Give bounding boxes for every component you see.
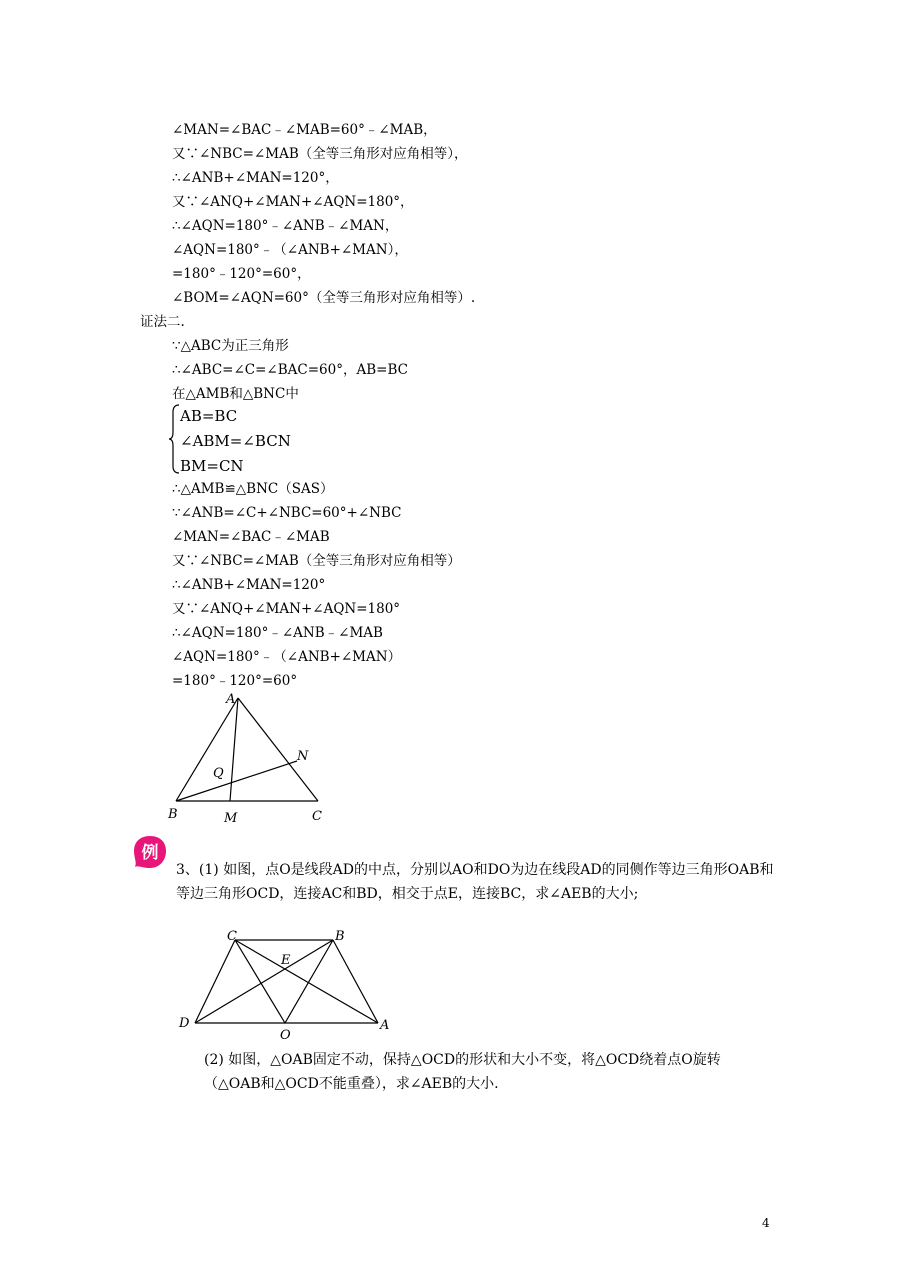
example-part-2	[204, 1048, 774, 1096]
proof2-line-2: ∵∠ANB=∠C+∠NBC=60°+∠NBC	[172, 505, 402, 521]
example-badge-icon	[133, 835, 167, 869]
proof1-line-7: =180°﹣120°=60°，	[172, 266, 311, 282]
label-c2: C	[227, 929, 237, 944]
example-part-1	[176, 858, 774, 906]
label-n: N	[297, 749, 309, 764]
label-a2: A	[380, 1018, 390, 1033]
badge-text: 例	[141, 843, 159, 863]
proof2-line-8: ∠AQN=180°﹣（∠ANB+∠MAN）	[172, 649, 402, 665]
proof2-intro-1: ∵△ABC为正三角形	[172, 338, 289, 354]
proof1-line-5: ∴∠AQN=180°﹣∠ANB﹣∠MAN，	[172, 218, 399, 234]
segment-bo	[285, 940, 333, 1023]
label-e: E	[281, 953, 291, 968]
proof2-intro-3: 在△AMB和△BNC中	[172, 386, 299, 402]
segment-am	[230, 698, 238, 801]
label-m: M	[224, 811, 238, 826]
system-eq-1: AB=BC	[180, 407, 238, 425]
label-b2: B	[335, 929, 345, 944]
system-eq-3: BM=CN	[180, 457, 244, 475]
label-b: B	[168, 807, 178, 822]
label-c: C	[312, 809, 322, 824]
proof2-line-1: ∴△AMB≌△BNC（SAS）	[172, 481, 334, 497]
segment-bd	[195, 940, 333, 1023]
proof2-line-5: ∴∠ANB+∠MAN=120°	[172, 577, 326, 593]
label-o: O	[280, 1028, 291, 1043]
side-ab	[176, 698, 238, 801]
example-part-2-text: (2) 如图，△OAB固定不动，保持△OCD的形状和大小不变，将△OCD绕着点O旋转（△OAB和△OCD不能重叠），求∠AEB的大小.	[204, 1052, 721, 1092]
method2-title: 证法二.	[140, 314, 185, 330]
proof1-line-1: ∠MAN=∠BAC﹣∠MAB=60°﹣∠MAB，	[172, 122, 437, 138]
page-number: 4	[762, 1216, 770, 1230]
label-d: D	[179, 1016, 190, 1031]
proof2-line-4: 又∵∠NBC=∠MAB（全等三角形对应角相等）	[172, 553, 461, 569]
proof1-line-2: 又∵∠NBC=∠MAB（全等三角形对应角相等），	[172, 146, 468, 162]
segment-co	[235, 940, 285, 1023]
system-brace	[168, 404, 180, 474]
system-eq-2: ∠ABM=∠BCN	[180, 432, 291, 450]
proof1-line-4: 又∵∠ANQ+∠MAN+∠AQN=180°，	[172, 194, 414, 210]
label-q: Q	[213, 766, 224, 781]
figure-quadrilateral	[176, 926, 396, 1044]
example-part-1-text: 3、(1) 如图，点O是线段AD的中点，分别以AO和DO为边在线段AD的同侧作等边三角形OAB和等边三角形OCD，连接AC和BD，相交于点E，连接BC，求∠AEB的大小;	[176, 862, 774, 902]
proof1-line-8: ∠BOM=∠AQN=60°（全等三角形对应角相等）.	[172, 290, 476, 306]
proof2-intro-2: ∴∠ABC=∠C=∠BAC=60°，AB=BC	[172, 362, 408, 378]
proof2-line-9: =180°﹣120°=60°	[172, 673, 298, 689]
proof1-line-3: ∴∠ANB+∠MAN=120°，	[172, 170, 339, 186]
proof2-line-3: ∠MAN=∠BAC﹣∠MAB	[172, 529, 330, 545]
proof2-line-7: ∴∠AQN=180°﹣∠ANB﹣∠MAB	[172, 625, 383, 641]
segment-ca	[235, 940, 378, 1023]
segment-bn	[176, 761, 297, 801]
figure-triangle-abc	[160, 688, 340, 828]
proof1-line-6: ∠AQN=180°﹣（∠ANB+∠MAN），	[172, 242, 408, 258]
label-a: A	[226, 692, 236, 707]
proof2-line-6: 又∵∠ANQ+∠MAN+∠AQN=180°	[172, 601, 401, 617]
